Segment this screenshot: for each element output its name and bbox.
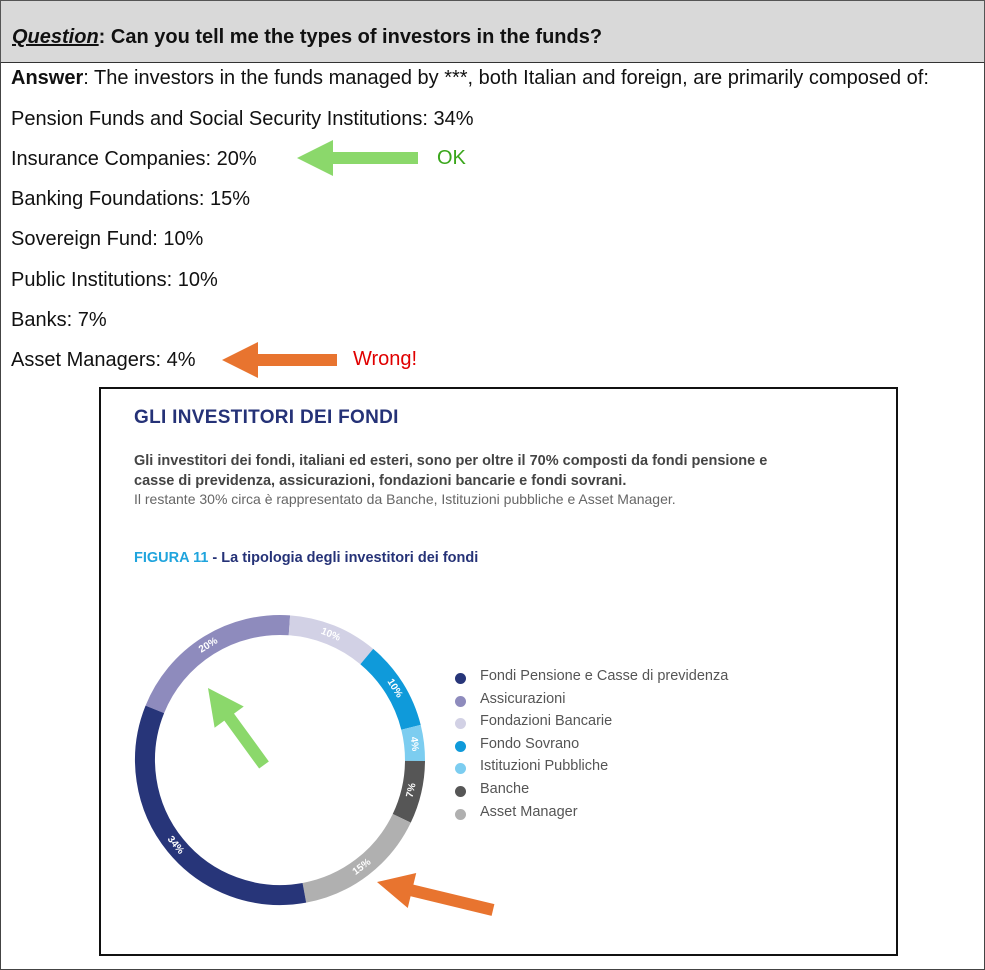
arrow-icon — [208, 688, 269, 769]
wrong-annotation: Wrong! — [353, 348, 418, 370]
donut-data-label: 10% — [384, 677, 405, 700]
donut-slice — [145, 709, 304, 895]
donut-data-label: 10% — [319, 625, 342, 644]
caption-text: - La tipologia degli investitori dei fondi — [208, 550, 479, 566]
legend-label: Asset Manager — [480, 803, 578, 820]
answer-item: Banking Foundations: 15% — [11, 188, 251, 210]
legend-label: Banche — [480, 780, 530, 797]
answer-item: Pension Funds and Social Security Institutions: 34% — [11, 108, 474, 130]
answer-item: Public Institutions: 10% — [11, 269, 218, 291]
answer-label: Answer — [11, 67, 84, 89]
donut-chart — [145, 625, 420, 895]
annotation-arrows — [208, 140, 494, 916]
legend-label: Assicurazioni — [480, 690, 566, 707]
figure-title: GLI INVESTITORI DEI FONDI — [134, 407, 399, 428]
arrow-icon — [297, 140, 418, 176]
question-body: : Can you tell me the types of investors in the funds? — [98, 26, 603, 48]
legend-label: Istituzioni Pubbliche — [480, 758, 609, 775]
figure-paragraph-regular: Il restante 30% circa è rappresentato da Banche, Istituzioni pubbliche e Asset Manager. — [134, 491, 676, 507]
answer-item: Banks: 7% — [11, 309, 107, 331]
answer-item: Asset Managers: 4% — [11, 349, 196, 371]
caption-number: FIGURA 11 — [134, 550, 209, 566]
legend-label: Fondi Pensione e Casse di previdenza — [480, 668, 729, 684]
legend-label: Fondo Sovrano — [480, 735, 580, 752]
donut-data-label: 7% — [404, 782, 419, 799]
arrow-icon — [222, 342, 337, 378]
ok-annotation: OK — [437, 147, 466, 169]
answer-item: Insurance Companies: 20% — [11, 148, 257, 170]
donut-data-label: 34% — [164, 834, 186, 857]
figure-paragraph-bold: Gli investitori dei fondi, italiani ed esteri, sono per oltre il 70% composti da fondi pensione e casse di previdenza, assicurazioni, fondazioni bancarie e fondi sovrani. — [134, 453, 768, 489]
legend-label: Fondazioni Bancarie — [480, 713, 613, 730]
question-label: Question — [12, 26, 99, 48]
donut-slice — [367, 657, 411, 728]
donut-data-label: 4% — [407, 736, 421, 752]
donut-data-label: 20% — [197, 635, 220, 656]
arrow-icon — [377, 873, 494, 916]
answer-item: Sovereign Fund: 10% — [11, 228, 204, 250]
donut-data-label: 15% — [350, 856, 374, 878]
answer-body: : The investors in the funds managed by ***, both Italian and foreign, are primarily composed of: — [83, 67, 929, 89]
